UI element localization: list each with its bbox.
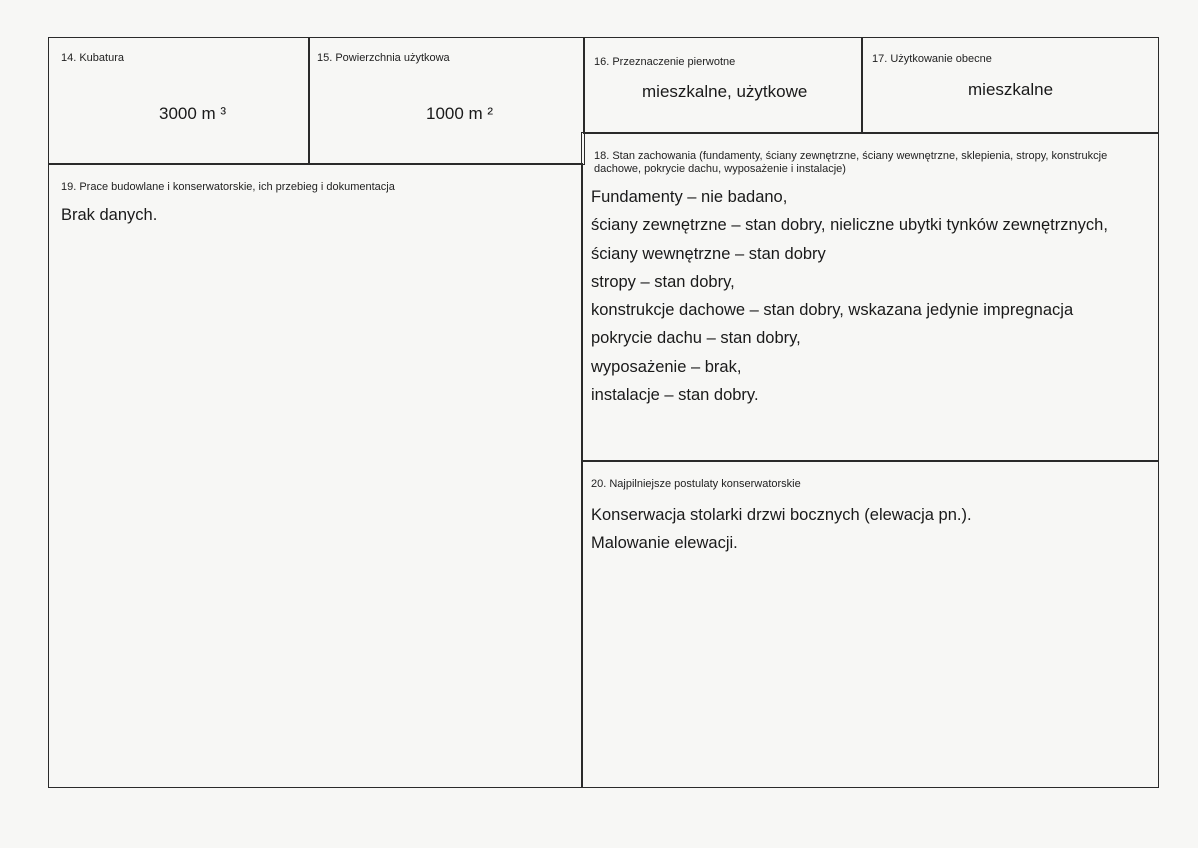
condition-line: pokrycie dachu – stan dobry, [591, 329, 801, 348]
field-19-box [48, 163, 583, 788]
field-18-box [581, 132, 1159, 462]
field-14-value: 3000 m ³ [159, 104, 227, 123]
field-20-label: 20. Najpilniejsze postulaty konserwatorskie [591, 478, 801, 490]
field-14-box [48, 37, 310, 165]
postulate-line: Malowanie elewacji. [591, 534, 738, 553]
field-20-lines [591, 501, 972, 558]
field-17-box [861, 37, 1159, 134]
field-15-value: 1000 m ² [426, 104, 494, 123]
field-17-label: 17. Użytkowanie obecne [872, 53, 992, 65]
field-16-value: mieszkalne, użytkowe [642, 82, 808, 101]
field-15-box [308, 37, 585, 165]
condition-line: konstrukcje dachowe – stan dobry, wskazana jedynie impregnacja [591, 301, 1074, 320]
field-20-box [581, 460, 1159, 788]
field-15-label: 15. Powierzchnia użytkowa [317, 52, 450, 64]
field-19-value: Brak danych. [61, 206, 158, 224]
postulate-line: Konserwacja stolarki drzwi bocznych (elewacja pn.). [591, 506, 972, 524]
condition-line: ściany zewnętrzne – stan dobry, nieliczne ubytki tynków zewnętrznych, [591, 216, 1108, 235]
condition-line: wyposażenie – brak, [591, 357, 742, 376]
field-19-label: 19. Prace budowlane i konserwatorskie, ich przebieg i dokumentacja [61, 181, 395, 193]
field-18-lines [591, 183, 1108, 409]
field-14-label: 14. Kubatura [61, 52, 124, 64]
field-17-value: mieszkalne [968, 80, 1054, 99]
condition-line: Fundamenty – nie badano, [591, 188, 788, 206]
condition-line: instalacje – stan dobry. [591, 386, 759, 405]
field-16-box [583, 37, 863, 134]
field-18-label: 18. Stan zachowania (fundamenty, ściany zewnętrzne, ściany wewnętrzne, sklepienia, stropy, konstrukcje dachowe, pokrycie dachu, wyposażenie i instalacje) [594, 150, 1108, 175]
field-16-label: 16. Przeznaczenie pierwotne [594, 56, 736, 68]
condition-line: ściany wewnętrzne – stan dobry [591, 244, 826, 263]
condition-line: stropy – stan dobry, [591, 272, 735, 291]
